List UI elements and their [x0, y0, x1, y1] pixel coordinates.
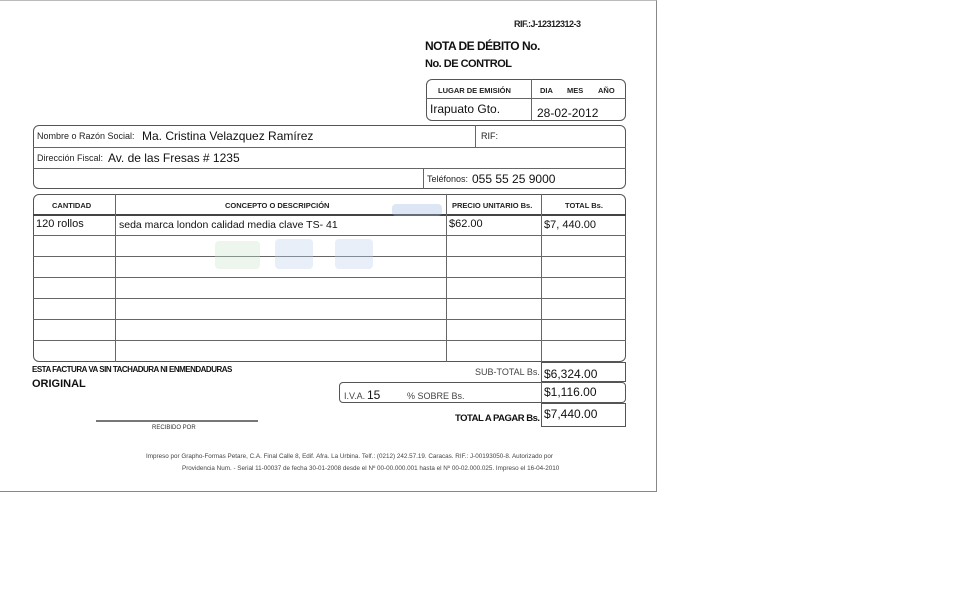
- direccion-value: Av. de las Fresas # 1235: [108, 151, 240, 165]
- table-row-precio: $62.00: [449, 218, 483, 230]
- notice-text: ESTA FACTURA VA SIN TACHADURA NI ENMENDADURAS: [32, 365, 232, 374]
- signature-line: [96, 420, 258, 422]
- col-total-header: TOTAL Bs.: [565, 201, 603, 210]
- anio-label: AÑO: [598, 86, 615, 95]
- iva-value: $1,116.00: [544, 385, 597, 399]
- dia-label: DIA: [540, 86, 553, 95]
- client-rif-label: RIF:: [481, 131, 498, 141]
- total-label: TOTAL A PAGAR Bs.: [455, 413, 540, 424]
- lugar-emision-label: LUGAR DE EMISIÓN: [438, 86, 511, 95]
- direccion-label: Dirección Fiscal:: [37, 153, 104, 163]
- fecha-value: 28-02-2012: [537, 106, 599, 120]
- lugar-value: Irapuato Gto.: [430, 102, 501, 116]
- original-label: ORIGINAL: [32, 378, 86, 390]
- col-precio-header: PRECIO UNITARIO Bs.: [452, 201, 533, 210]
- nota-debito-title: NOTA DE DÉBITO No.: [425, 39, 540, 53]
- company-rif: RIF.:J-12312312-3: [514, 19, 581, 29]
- subtotal-label: SUB-TOTAL Bs.: [475, 367, 540, 377]
- mes-label: MES: [567, 86, 584, 95]
- table-row-cantidad: 120 rollos: [36, 218, 84, 230]
- subtotal-value: $6,324.00: [544, 367, 598, 381]
- printer-line-1: Impreso por Grapho-Formas Petare, C.A. Final Calle 8, Edif. Afra. La Urbina. Telf.: (0212) 242.57.19. Caracas. RIF.: J-00193050-8. Autorizado por: [146, 453, 553, 460]
- iva-sobre-label: % SOBRE Bs.: [407, 391, 465, 401]
- iva-rate: 15: [367, 388, 381, 402]
- nombre-value: Ma. Cristina Velazquez Ramírez: [142, 129, 314, 143]
- total-value: $7,440.00: [544, 407, 598, 421]
- watermark-shape: [215, 241, 260, 269]
- watermark-shape: [335, 239, 373, 269]
- col-concepto-header: CONCEPTO O DESCRIPCIÓN: [225, 201, 330, 210]
- table-row-concepto: seda marca london calidad media clave TS- 41: [119, 219, 338, 231]
- table-row-total: $7, 440.00: [544, 219, 596, 231]
- iva-label: I.V.A.: [344, 391, 366, 401]
- col-cantidad-header: CANTIDAD: [52, 201, 92, 210]
- watermark-shape: [275, 239, 313, 269]
- nombre-label: Nombre o Razón Social:: [37, 131, 135, 141]
- telefonos-label: Teléfonos:: [427, 174, 469, 184]
- recibido-label: RECIBIDO POR: [152, 425, 196, 431]
- telefonos-value: 055 55 25 9000: [472, 172, 556, 186]
- watermark-shape: [392, 204, 442, 216]
- printer-line-2: Providencia Num. - Serial 11-00037 de fecha 30-01-2008 desde el Nº 00-00.000.001 hasta el Nº 00-02.000.025. Impreso el 16-04-2010: [182, 465, 560, 472]
- no-control-label: No. DE CONTROL: [425, 58, 512, 70]
